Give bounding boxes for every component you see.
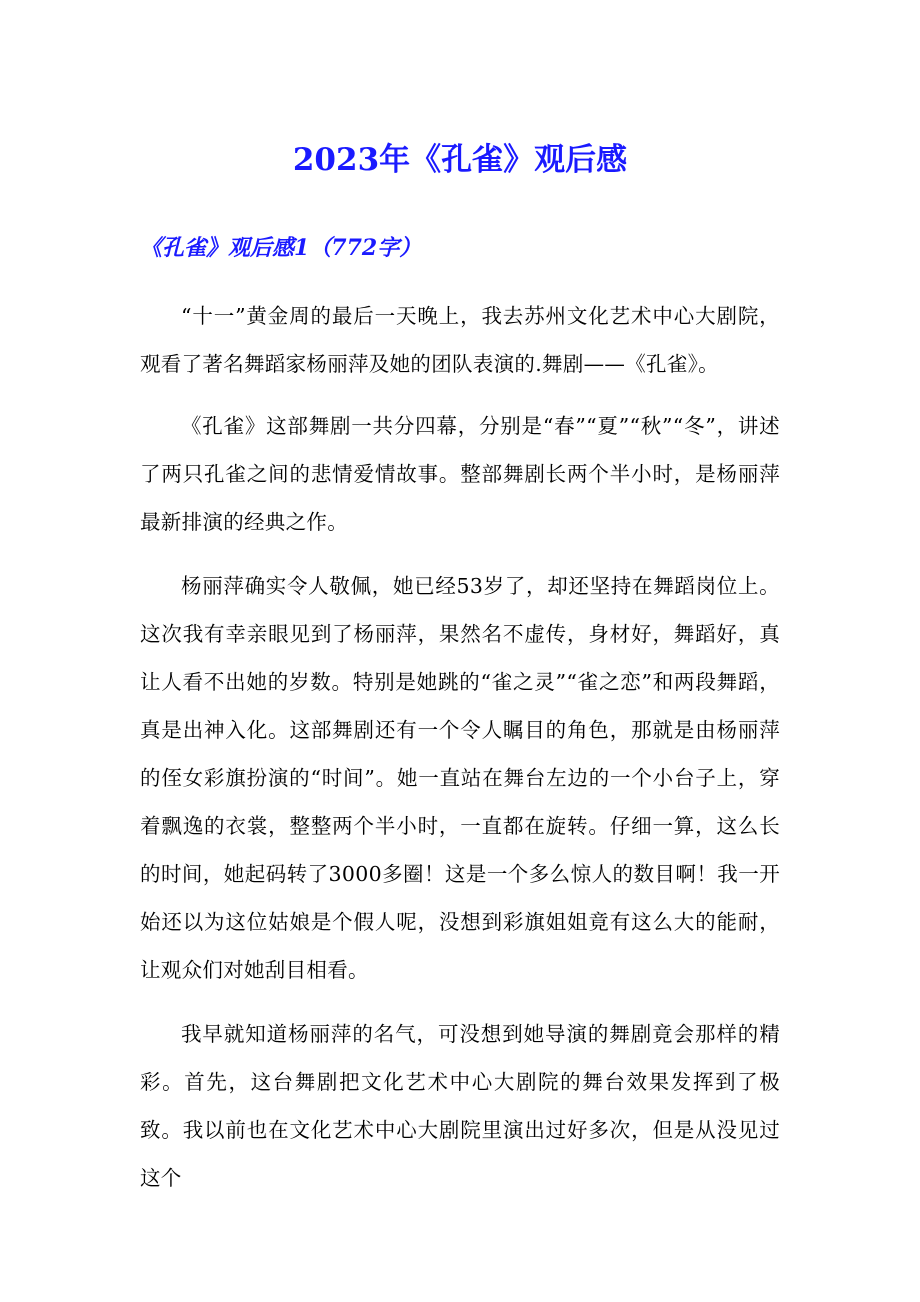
paragraph-4: 我早就知道杨丽萍的名气，可没想到她导演的舞剧竟会那样的精彩。首先，这台舞剧把文化艺术中心大剧院的舞台效果发挥到了极致。我以前也在文化艺术中心大剧院里演出过好多次，但是从没见过这个	[140, 1022, 780, 1190]
section-heading: 《孔雀》观后感1（772字）	[140, 235, 422, 261]
paragraph-3: 杨丽萍确实令人敬佩，她已经53岁了，却还坚持在舞蹈岗位上。这次我有幸亲眼见到了杨丽萍，果然名不虚传，身材好，舞蹈好，真让人看不出她的岁数。特别是她跳的“雀之灵”“雀之恋”和两段舞蹈，真是出神入化。这部舞剧还有一个令人瞩目的角色，那就是由杨丽萍的侄女彩旗扮演的“时间”。她一直站在舞台左边的一个小台子上，穿着飘逸的衣裳，整整两个半小时，一直都在旋转。仔细一算，这么长的时间，她起码转了3000多圈！这是一个多么惊人的数目啊！我一开始还以为这位姑娘是个假人呢，没想到彩旗姐姐竟有这么大的能耐，让观众们对她刮目相看。	[140, 574, 780, 982]
document-title: 2023年《孔雀》观后感	[292, 142, 628, 178]
paragraph-2: 《孔雀》这部舞剧一共分四幕，分别是“春”“夏”“秋”“冬”，讲述了两只孔雀之间的悲情爱情故事。整部舞剧长两个半小时，是杨丽萍最新排演的经典之作。	[140, 414, 780, 534]
paragraph-1: “十一”黄金周的最后一天晚上，我去苏州文化艺术中心大剧院，观看了著名舞蹈家杨丽萍及她的团队表演的.舞剧——《孔雀》。	[140, 304, 780, 376]
